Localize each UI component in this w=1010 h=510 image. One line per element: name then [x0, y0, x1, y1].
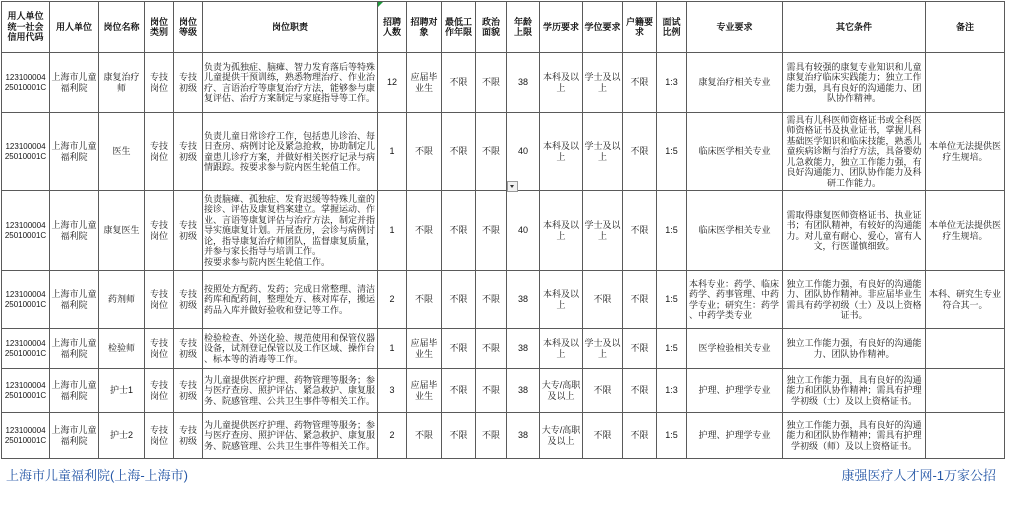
table-header	[2, 2, 1005, 53]
cell-hukou: 不限	[623, 191, 657, 271]
cell-other: 需取得康复医师资格证书、执业证书；有团队精神，有较好的沟通能力。对儿童有耐心、爱心，富有人文，行医谨慎细致。	[783, 191, 926, 271]
cell-other: 需具有儿科医师资格证书或全科医师资格证书及执业证书，掌握儿科基础医学知识和临床技能，熟悉儿童疾病诊断与治疗方法，具备婴幼儿急救能力，独立工作能力强，有良好沟通能力、团队协作能力及科研工作能力。	[783, 113, 926, 191]
header-education: 学历要求	[540, 2, 583, 53]
cell-remark	[926, 413, 1005, 459]
cell-target: 不限	[407, 413, 442, 459]
cell-count: 2	[378, 413, 407, 459]
source-caption-link[interactable]: 上海市儿童福利院(上海-上海市)	[6, 468, 188, 483]
cell-code: 12310000425010001C	[2, 113, 50, 191]
cell-duties: 按照处方配药、发药；完成日常整理、清洁药库和配药间，整理处方、核对库存，搬运药品入库并做好验收和登记等工作。	[203, 271, 378, 329]
header-position: 岗位名称	[99, 2, 145, 53]
header-degree: 学位要求	[583, 2, 623, 53]
cell-major: 医学检验相关专业	[687, 329, 783, 369]
cell-education: 本科及以上	[540, 113, 583, 191]
cell-code: 12310000425010001C	[2, 53, 50, 113]
cell-level: 专技初级	[174, 271, 203, 329]
cell-age-limit: 40	[507, 191, 540, 271]
cell-hukou: 不限	[623, 53, 657, 113]
cell-level: 专技初级	[174, 413, 203, 459]
table-row	[2, 191, 1005, 271]
cell-degree: 学士及以上	[583, 329, 623, 369]
cell-work-years: 不限	[442, 369, 476, 413]
cell-category: 专技岗位	[145, 191, 174, 271]
cell-position: 检验师	[99, 329, 145, 369]
cell-target: 应届毕业生	[407, 53, 442, 113]
header-target: 招聘对象	[407, 2, 442, 53]
cell-ratio: 1:5	[657, 413, 687, 459]
cell-remark: 本科、研究生专业符合其一。	[926, 271, 1005, 329]
table-row	[2, 271, 1005, 329]
cell-work-years: 不限	[442, 329, 476, 369]
header-row	[2, 2, 1005, 53]
cell-age-limit: 38	[507, 369, 540, 413]
cell-major: 临床医学相关专业	[687, 113, 783, 191]
cell-education: 本科及以上	[540, 53, 583, 113]
table-row	[2, 113, 1005, 191]
table-row	[2, 413, 1005, 459]
cell-level: 专技初级	[174, 329, 203, 369]
cell-count: 1	[378, 329, 407, 369]
cell-code: 12310000425010001C	[2, 329, 50, 369]
cell-major: 康复治疗相关专业	[687, 53, 783, 113]
cell-political: 不限	[476, 53, 507, 113]
cell-work-years: 不限	[442, 113, 476, 191]
cell-ratio: 1:3	[657, 369, 687, 413]
header-work-years: 最低工作年限	[442, 2, 476, 53]
cell-target: 不限	[407, 191, 442, 271]
cell-category: 专技岗位	[145, 413, 174, 459]
cell-work-years: 不限	[442, 191, 476, 271]
cell-major: 护理、护理学专业	[687, 369, 783, 413]
cell-category: 专技岗位	[145, 113, 174, 191]
cell-ratio: 1:5	[657, 113, 687, 191]
cell-position: 康复治疗师	[99, 53, 145, 113]
cell-position: 医生	[99, 113, 145, 191]
cell-duties: 负责为孤独症、脑瘫、智力发育落后等特殊儿童提供干预训练，熟悉物理治疗、作业治疗、言语治疗等康复治疗方法，能够参与康复评估、治疗方案制定与家庭指导等工作。	[203, 53, 378, 113]
cell-count: 1	[378, 191, 407, 271]
table-row	[2, 53, 1005, 113]
cell-degree: 不限	[583, 271, 623, 329]
header-ratio: 面试比例	[657, 2, 687, 53]
cell-count: 12	[378, 53, 407, 113]
comment-marker-icon	[378, 2, 383, 7]
header-other: 其它条件	[783, 2, 926, 53]
cell-major: 护理、护理学专业	[687, 413, 783, 459]
cell-age-limit: 40	[507, 113, 540, 191]
cell-unit: 上海市儿童福利院	[50, 329, 99, 369]
cell-political: 不限	[476, 113, 507, 191]
cell-political: 不限	[476, 369, 507, 413]
cell-duties: 负责儿童日常诊疗工作，包括患儿诊治、每日查房、病例讨论及紧急抢救，协助制定儿童患儿诊疗方案，并做好相关医疗记录与病情跟踪。按要求参与院内医生轮值工作。	[203, 113, 378, 191]
cell-hukou: 不限	[623, 413, 657, 459]
cell-level: 专技初级	[174, 53, 203, 113]
cell-hukou: 不限	[623, 369, 657, 413]
cell-education: 本科及以上	[540, 191, 583, 271]
cell-unit: 上海市儿童福利院	[50, 113, 99, 191]
header-count: 招聘人数	[378, 2, 407, 53]
cell-political: 不限	[476, 271, 507, 329]
cell-age-limit: 38	[507, 53, 540, 113]
recruitment-table-sheet	[1, 1, 1005, 463]
cell-political: 不限	[476, 329, 507, 369]
cell-position: 药剂师	[99, 271, 145, 329]
cell-position: 康复医生	[99, 191, 145, 271]
cell-work-years: 不限	[442, 271, 476, 329]
cell-level: 专技初级	[174, 369, 203, 413]
table-body	[2, 53, 1005, 459]
cell-remark: 本单位无法提供医疗生规培。	[926, 191, 1005, 271]
cell-ratio: 1:5	[657, 329, 687, 369]
header-hukou: 户籍要求	[623, 2, 657, 53]
cell-other: 独立工作能力强，有良好的沟通能力、团队协作精神。	[783, 329, 926, 369]
cell-political: 不限	[476, 413, 507, 459]
cell-target: 应届毕业生	[407, 369, 442, 413]
cell-major: 临床医学相关专业	[687, 191, 783, 271]
cell-ratio: 1:5	[657, 191, 687, 271]
header-remark: 备注	[926, 2, 1005, 53]
cell-other: 独立工作能力强，有良好的沟通能力、团队协作精神。非应届毕业生需具有药学初级（士）及以上资格证书。	[783, 271, 926, 329]
cell-age-limit: 38	[507, 329, 540, 369]
cell-remark: 本单位无法提供医疗生规培。	[926, 113, 1005, 191]
cell-degree: 学士及以上	[583, 191, 623, 271]
cell-unit: 上海市儿童福利院	[50, 191, 99, 271]
cell-code: 12310000425010001C	[2, 271, 50, 329]
cell-count: 2	[378, 271, 407, 329]
cell-degree: 不限	[583, 369, 623, 413]
cell-category: 专技岗位	[145, 271, 174, 329]
cell-position: 护士1	[99, 369, 145, 413]
cell-work-years: 不限	[442, 413, 476, 459]
cell-hukou: 不限	[623, 113, 657, 191]
cell-unit: 上海市儿童福利院	[50, 53, 99, 113]
cell-degree: 学士及以上	[583, 113, 623, 191]
header-code: 用人单位统一社会信用代码	[2, 2, 50, 53]
cell-ratio: 1:5	[657, 271, 687, 329]
cell-level: 专技初级	[174, 113, 203, 191]
cell-degree: 学士及以上	[583, 53, 623, 113]
cell-count: 1	[378, 113, 407, 191]
cell-other: 独立工作能力强，具有良好的沟通能力和团队协作精神；需具有护理学初级（师）及以上资格证书。	[783, 413, 926, 459]
header-unit: 用人单位	[50, 2, 99, 53]
cell-category: 专技岗位	[145, 369, 174, 413]
cell-level: 专技初级	[174, 191, 203, 271]
cell-education: 大专/高职及以上	[540, 369, 583, 413]
header-category: 岗位类别	[145, 2, 174, 53]
cell-duties: 检验检查、外送化验、规范使用和保管仪器设备，试剂登记保管以及工作区域、操作台、标本等的消毒等工作。	[203, 329, 378, 369]
table-row	[2, 329, 1005, 369]
filter-dropdown-icon[interactable]	[507, 181, 518, 192]
cell-other: 需具有较强的康复专业知识和儿童康复治疗临床实践能力；独立工作能力强，具有良好的沟通能力、团队协作精神。	[783, 53, 926, 113]
cell-political: 不限	[476, 191, 507, 271]
header-level: 岗位等级	[174, 2, 203, 53]
cell-hukou: 不限	[623, 329, 657, 369]
header-duties: 岗位职责	[203, 2, 378, 53]
cell-education: 本科及以上	[540, 271, 583, 329]
header-age-limit: 年龄上限	[507, 2, 540, 53]
cell-degree: 不限	[583, 413, 623, 459]
cell-age-limit: 38	[507, 413, 540, 459]
cell-code: 12310000425010001C	[2, 413, 50, 459]
cell-target: 不限	[407, 113, 442, 191]
cell-unit: 上海市儿童福利院	[50, 413, 99, 459]
cell-age-limit: 38	[507, 271, 540, 329]
cell-duties: 为儿童提供医疗护理、药物管理等服务；参与医疗查房、照护评估、紧急救护、康复服务、院感管理、公共卫生事件等相关工作。	[203, 413, 378, 459]
cell-work-years: 不限	[442, 53, 476, 113]
cell-other: 独立工作能力强，具有良好的沟通能力和团队协作精神；需具有护理学初级（士）及以上资格证书。	[783, 369, 926, 413]
cell-major: 本科专业：药学、临床药学、药事管理、中药学专业；研究生：药学、中药学类专业	[687, 271, 783, 329]
cell-remark	[926, 53, 1005, 113]
recruitment-table	[1, 1, 1005, 459]
cell-education: 本科及以上	[540, 329, 583, 369]
cell-remark	[926, 329, 1005, 369]
cell-education: 大专/高职及以上	[540, 413, 583, 459]
cell-ratio: 1:3	[657, 53, 687, 113]
cell-hukou: 不限	[623, 271, 657, 329]
header-major: 专业要求	[687, 2, 783, 53]
cell-unit: 上海市儿童福利院	[50, 369, 99, 413]
cell-target: 应届毕业生	[407, 329, 442, 369]
cell-count: 3	[378, 369, 407, 413]
cell-unit: 上海市儿童福利院	[50, 271, 99, 329]
cell-target: 不限	[407, 271, 442, 329]
site-caption-link[interactable]: 康强医疗人才网-1万家公招	[841, 468, 996, 483]
cell-remark	[926, 369, 1005, 413]
cell-duties: 为儿童提供医疗护理、药物管理等服务；参与医疗查房、照护评估、紧急救护、康复服务、院感管理、公共卫生事件等相关工作。	[203, 369, 378, 413]
cell-category: 专技岗位	[145, 53, 174, 113]
header-political: 政治面貌	[476, 2, 507, 53]
table-row	[2, 369, 1005, 413]
cell-duties: 负责脑瘫、孤独症、发育迟缓等特殊儿童的接诊、评估及康复档案建立。掌握运动、作业、言语等康复评估与治疗方法，制定并指导实施康复计划。开展查房，会诊与病例讨论，指导康复治疗师团队，监督康复质量，并参与家长指导与培训工作。 按要求参与院内医生轮值工作。	[203, 191, 378, 271]
cell-position: 护士2	[99, 413, 145, 459]
cell-category: 专技岗位	[145, 329, 174, 369]
cell-code: 12310000425010001C	[2, 191, 50, 271]
cell-code: 12310000425010001C	[2, 369, 50, 413]
